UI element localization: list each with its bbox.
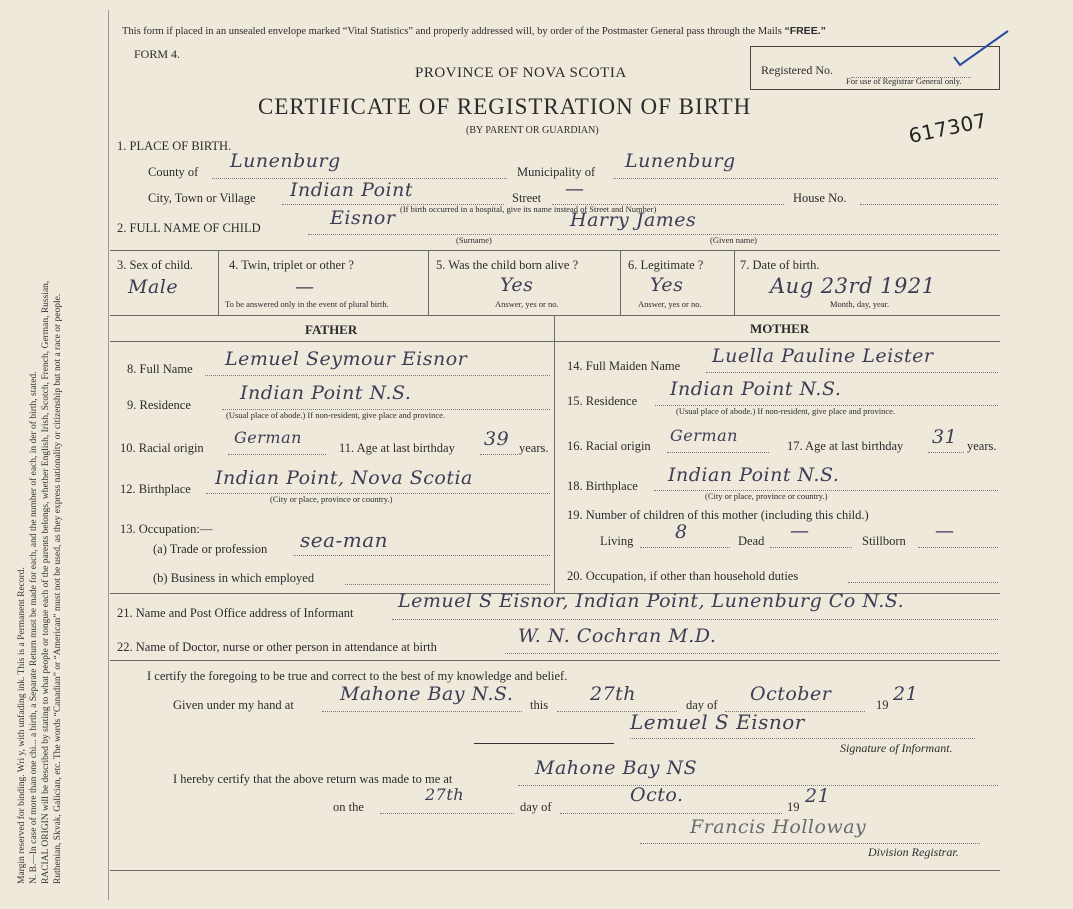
mother-birthplace-note: (City or place, province or country.)	[705, 491, 828, 501]
business-label: (b) Business in which employed	[153, 571, 315, 585]
rule	[428, 250, 429, 315]
mother-name-value: Luella Pauline Leister	[712, 345, 934, 367]
province-heading: PROVINCE OF NOVA SCOTIA	[415, 65, 627, 81]
dead-value: —	[790, 520, 810, 542]
page-title: CERTIFICATE OF REGISTRATION OF BIRTH	[258, 94, 752, 119]
county-label: County of	[148, 165, 199, 179]
rule	[110, 341, 1000, 342]
informant-signature: Lemuel S Eisnor	[630, 710, 805, 734]
mother-occupation-label: 20. Occupation, if other than household duties	[567, 569, 799, 583]
date-of-birth-note: Month, day, year.	[830, 299, 890, 309]
notice-text: This form if placed in an unsealed envelope marked “Vital Statistics” and properly addressed will, by order of the Postmaster General pass through the Mails	[122, 26, 782, 37]
twin-note: To be answered only in the event of plural birth.	[225, 299, 389, 309]
father-heading: FATHER	[305, 322, 358, 337]
father-occupation-label: 13. Occupation:—	[120, 522, 213, 536]
registrar-caption: Division Registrar.	[868, 845, 959, 859]
mother-birthplace-value: Indian Point N.S.	[668, 464, 840, 486]
rule	[110, 315, 1000, 316]
street-label: Street	[512, 191, 542, 205]
father-age-unit: years.	[519, 441, 549, 455]
form-number: FORM 4.	[134, 47, 181, 61]
city-value: Indian Point	[290, 179, 413, 201]
surname-caption: (Surname)	[456, 235, 492, 245]
registered-no-box	[750, 46, 1000, 90]
dotted-line	[613, 178, 998, 179]
dotted-line	[630, 738, 975, 739]
father-residence-note: (Usual place of abode.) If non-resident, give place and province.	[226, 410, 446, 420]
date-of-birth-value: Aug 23rd 1921	[770, 274, 936, 298]
legitimate-value: Yes	[650, 274, 684, 296]
dotted-line	[640, 843, 980, 844]
checkmark-icon	[946, 27, 1016, 82]
mother-age-unit: years.	[967, 439, 997, 453]
this-label: this	[530, 698, 549, 712]
informant-value: Lemuel S Eisnor, Indian Point, Lunenburg Co N.S.	[398, 590, 905, 612]
dotted-line	[228, 454, 326, 455]
given-label: Given under my hand at	[173, 698, 294, 712]
father-birthplace-label: 12. Birthplace	[120, 482, 191, 496]
rule	[734, 250, 735, 315]
dotted-line	[928, 452, 964, 453]
rule	[474, 743, 614, 744]
margin-line: Ruthenian, Skvak, Galician, etc. The words “Canadian” or “American” must not be used, as they express nationality or citizenship but not a race or people.	[53, 293, 63, 884]
given-year-value: 21	[893, 683, 919, 705]
return-place-value: Mahone Bay NS	[535, 757, 698, 779]
sex-label: 3. Sex of child.	[117, 258, 194, 272]
mother-name-label: 14. Full Maiden Name	[567, 359, 681, 373]
stillborn-label: Stillborn	[862, 534, 906, 548]
dotted-line	[345, 584, 550, 585]
mother-residence-label: 15. Residence	[567, 394, 638, 408]
return-month-value: Octo.	[630, 784, 684, 806]
mother-residence-note: (Usual place of abode.) If non-resident, give place and province.	[676, 406, 896, 416]
doctor-label: 22. Name of Doctor, nurse or other person in attendance at birth	[117, 640, 437, 654]
alive-value: Yes	[500, 274, 534, 296]
father-name-label: 8. Full Name	[127, 362, 193, 376]
hospital-note: (If birth occurred in a hospital, give its name instead of Street and Number)	[400, 204, 657, 214]
county-value: Lunenburg	[230, 150, 341, 172]
certify-text: I certify the foregoing to be true and correct to the best of my knowledge and belief.	[147, 669, 568, 683]
father-age-label: 11. Age at last birthday	[339, 441, 455, 455]
registrar-use-note: For use of Registrar General only.	[846, 76, 962, 86]
rule	[218, 250, 219, 315]
dotted-line	[293, 555, 550, 556]
dotted-line	[518, 785, 998, 786]
legitimate-note: Answer, yes or no.	[638, 299, 702, 309]
twin-value: —	[295, 276, 315, 298]
dotted-line	[380, 813, 514, 814]
dotted-line	[860, 204, 998, 205]
municipality-value: Lunenburg	[625, 150, 736, 172]
trade-value: sea-man	[300, 528, 389, 552]
page-subtitle: (BY PARENT OR GUARDIAN)	[466, 125, 599, 136]
trade-label: (a) Trade or profession	[153, 542, 268, 556]
date-of-birth-label: 7. Date of birth.	[740, 258, 820, 272]
on-the-label: on the	[333, 800, 364, 814]
child-surname-value: Eisnor	[330, 207, 396, 229]
father-racial-value: German	[234, 428, 302, 447]
living-label: Living	[600, 534, 634, 548]
year-prefix: 19	[876, 698, 889, 712]
dotted-line	[770, 547, 852, 548]
sex-value: Male	[128, 276, 179, 298]
margin-instructions	[16, 84, 64, 884]
twin-label: 4. Twin, triplet or other ?	[229, 258, 354, 272]
city-label: City, Town or Village	[148, 191, 256, 205]
children-label: 19. Number of children of this mother (including this child.)	[567, 508, 869, 522]
mother-racial-value: German	[670, 426, 738, 445]
return-year-prefix: 19	[787, 800, 800, 814]
margin-line: Margin reserved for binding. Wri y, with unfading ink. This is a Permanent Record.	[17, 567, 27, 884]
mother-age-value: 31	[932, 426, 958, 448]
stillborn-value: —	[935, 520, 955, 542]
notice-free: “FREE.”	[784, 25, 826, 37]
doctor-value: W. N. Cochran M.D.	[518, 625, 717, 647]
dotted-line	[205, 375, 550, 376]
mother-heading: MOTHER	[750, 321, 810, 336]
father-birthplace-value: Indian Point, Nova Scotia	[215, 467, 473, 489]
mother-birthplace-label: 18. Birthplace	[567, 479, 638, 493]
informant-label: 21. Name and Post Office address of Informant	[117, 606, 354, 620]
return-text: I hereby certify that the above return was made to me at	[173, 772, 453, 786]
dotted-line	[848, 582, 998, 583]
rule	[620, 250, 621, 315]
dotted-line	[918, 547, 998, 548]
signature-caption: Signature of Informant.	[840, 741, 953, 755]
return-year-value: 21	[805, 785, 831, 807]
registered-no-label: Registered No.	[761, 63, 833, 77]
place-of-birth-label: 1. PLACE OF BIRTH.	[117, 139, 232, 153]
dotted-line	[640, 547, 730, 548]
legitimate-label: 6. Legitimate ?	[628, 258, 704, 272]
mailing-notice	[122, 26, 826, 38]
given-place-value: Mahone Bay N.S.	[340, 683, 514, 705]
municipality-label: Municipality of	[517, 165, 596, 179]
street-value: —	[565, 178, 585, 200]
rule	[554, 315, 555, 593]
return-day-of-label: day of	[520, 800, 552, 814]
rule	[110, 870, 1000, 871]
dotted-line	[480, 454, 518, 455]
alive-label: 5. Was the child born alive ?	[436, 258, 579, 272]
house-no-label: House No.	[793, 191, 847, 205]
father-residence-value: Indian Point N.S.	[240, 382, 412, 404]
dotted-line	[706, 372, 998, 373]
living-value: 8	[675, 521, 688, 543]
margin-line: N. B.—In case of more than one chi... a birth, a Separate Return must be made for each, and the number of each, in der of birth, stated.	[29, 371, 39, 884]
dotted-line	[560, 813, 782, 814]
registration-number: 617307	[906, 108, 989, 148]
dotted-line	[667, 452, 769, 453]
given-name-caption: (Given name)	[710, 235, 757, 245]
dotted-line	[392, 619, 998, 620]
father-racial-label: 10. Racial origin	[120, 441, 204, 455]
father-age-value: 39	[484, 428, 510, 450]
dead-label: Dead	[738, 534, 765, 548]
given-day-value: 27th	[590, 683, 637, 705]
mother-age-label: 17. Age at last birthday	[787, 439, 904, 453]
dotted-line	[505, 653, 998, 654]
mother-residence-value: Indian Point N.S.	[670, 378, 842, 400]
rule	[110, 250, 1000, 251]
father-birthplace-note: (City or place, province or country.)	[270, 494, 393, 504]
dotted-line	[322, 711, 522, 712]
return-day-value: 27th	[425, 785, 465, 804]
rule	[110, 660, 1000, 661]
margin-line: RACIAL ORIGIN will be described by stating to what people or tongue each of the parents belongs, whether English, Irish, Scotch, French, German, Russian,	[41, 280, 51, 884]
mother-racial-label: 16. Racial origin	[567, 439, 651, 453]
dotted-line	[308, 234, 998, 235]
child-given-value: Harry James	[570, 209, 697, 231]
day-of-label: day of	[686, 698, 718, 712]
father-name-value: Lemuel Seymour Eisnor	[225, 348, 468, 370]
father-residence-label: 9. Residence	[127, 398, 191, 412]
child-name-label: 2. FULL NAME OF CHILD	[117, 221, 261, 235]
margin-rule	[108, 10, 109, 900]
registrar-signature: Francis Holloway	[690, 816, 867, 838]
alive-note: Answer, yes or no.	[495, 299, 559, 309]
given-month-value: October	[750, 683, 832, 705]
